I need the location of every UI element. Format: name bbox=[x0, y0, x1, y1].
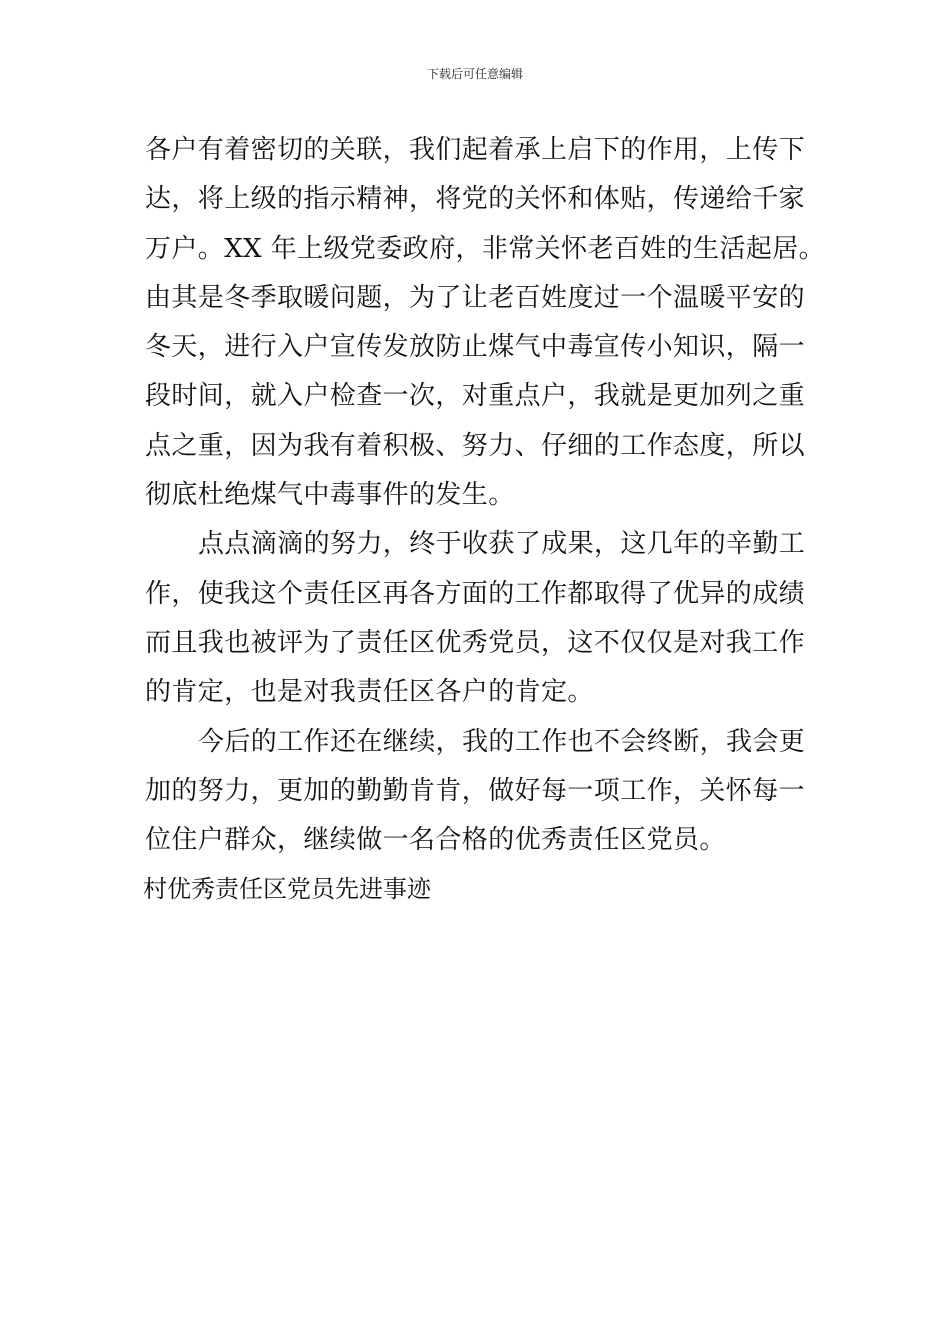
paragraph-line: 彻底杜绝煤气中毒事件的发生。 bbox=[145, 480, 515, 511]
paragraph-line: 万户。XX 年上级党委政府，非常关怀老百姓的生活起居。 bbox=[145, 233, 826, 264]
paragraph-3 bbox=[145, 718, 810, 866]
header-note: 下载后可任意编辑 bbox=[426, 67, 523, 81]
paragraph-line: 由其是冬季取暖问题，为了让老百姓度过一个温暖平安的 bbox=[145, 282, 806, 313]
paragraph-1 bbox=[145, 126, 826, 520]
paragraph-line: 点点滴滴的努力，终于收获了成果，这几年的辛勤工 bbox=[198, 529, 806, 560]
paragraph-line: 而且我也被评为了责任区优秀党员，这不仅仅是对我工作 bbox=[145, 627, 806, 658]
paragraph-line: 作，使我这个责任区再各方面的工作都取得了优异的成绩 bbox=[145, 578, 806, 609]
paragraph-line: 点之重，因为我有着积极、努力、仔细的工作态度，所以 bbox=[145, 430, 806, 461]
paragraph-line: 今后的工作还在继续，我的工作也不会终断，我会更 bbox=[198, 726, 806, 757]
paragraph-line: 段时间，就入户检查一次，对重点户，我就是更加列之重 bbox=[145, 381, 806, 412]
paragraph-line: 的肯定，也是对我责任区各户的肯定。 bbox=[145, 677, 594, 708]
paragraph-line: 位住户群众，继续做一名合格的优秀责任区党员。 bbox=[145, 825, 726, 856]
paragraph-line: 达，将上级的指示精神，将党的关怀和体贴，传递给千家 bbox=[145, 184, 806, 215]
paragraph-line: 加的努力，更加的勤勤肯肯，做好每一项工作，关怀每一 bbox=[145, 775, 806, 806]
paragraph-line: 冬天，进行入户宣传发放防止煤气中毒宣传小知识，隔一 bbox=[145, 332, 806, 363]
paragraph-2 bbox=[145, 520, 810, 717]
document-body bbox=[143, 126, 826, 914]
paragraph-line: 各户有着密切的关联，我们起着承上启下的作用，上传下 bbox=[145, 135, 806, 165]
footer-heading: 村优秀责任区党员先进事迹 bbox=[143, 875, 431, 904]
